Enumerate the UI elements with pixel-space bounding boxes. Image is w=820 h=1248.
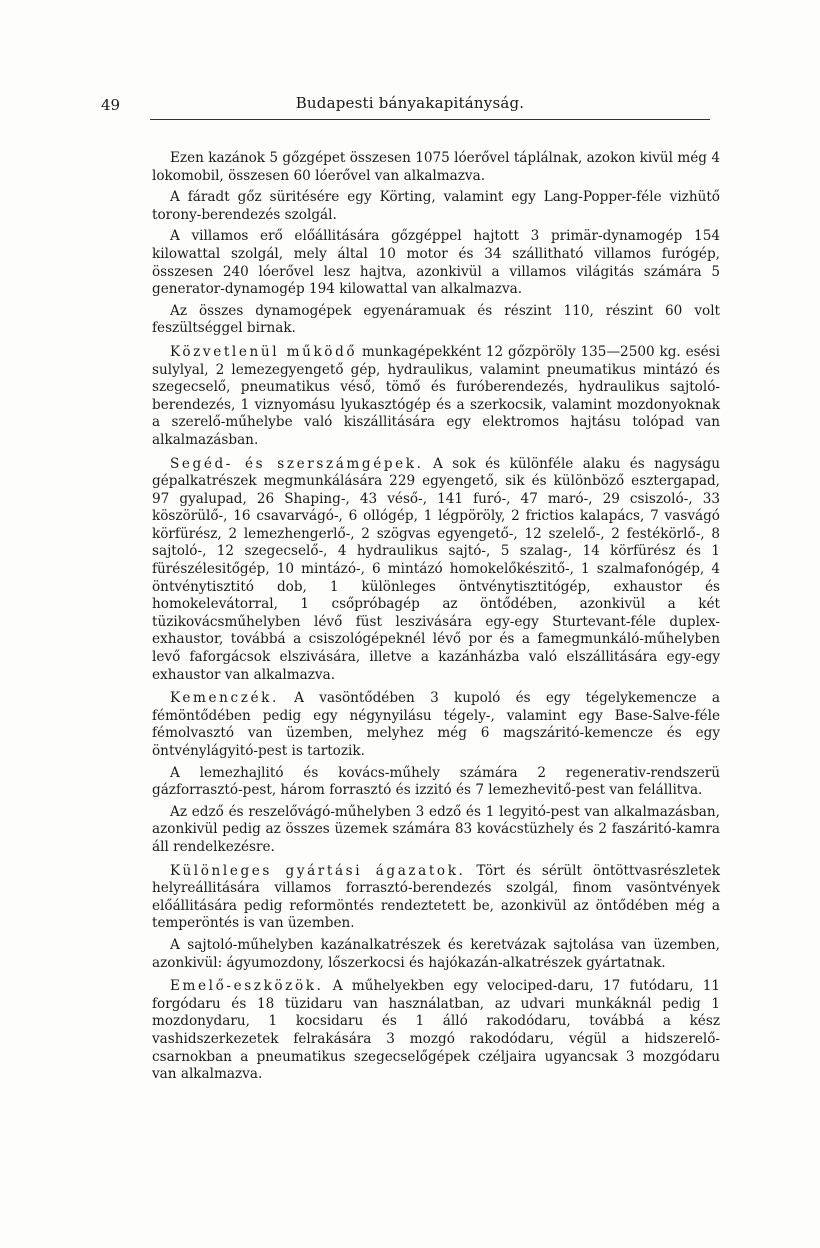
paragraph-text: A vasöntődében 3 kupoló és egy tégelykemencze a fémöntődében pedig egy négynyilásu tégely-, valamint egy Base-Salve-féle fémolvasztó van üzemben, melyhez még 6 magszáritó-kemencze és egy öntvénylágyitó-pest is tartozik.: [152, 690, 720, 759]
paragraph: [152, 303, 720, 338]
paragraph-text: A villamos erő előállitására gőzgéppel hajtott 3 primär-dynamogép 154 kilowattal szolgál, mely által 10 motor és 34 szállitható villamos furógép, összesen 240 lóerővel lesz hajtva, azonkivül a villamos világitás számára 5 generator-dynamogép 194 kilowattal van alkalmazva.: [152, 228, 720, 298]
paragraph-text: A fáradt gőz süritésére egy Körting, valamint egy Lang-Popper-féle vizhütő torony-berendezés szolgál.: [152, 189, 720, 223]
paragraph: [152, 344, 720, 450]
paragraph: [152, 937, 720, 972]
paragraph-text: Ezen kazánok 5 gőzgépet összesen 1075 lóerővel táplálnak, azokon kivül még 4 lokomobil, összesen 60 lóerővel van alkalmazva.: [152, 150, 720, 184]
paragraph: [152, 456, 720, 685]
paragraph-text: Tört és sérült öntöttvasrészletek helyreállitására villamos forrasztó-berendezés szolgál, finom vasöntvények előállitására pedig reformöntés rendeztetett be, azonkivül az öntődében még a temperöntés is van üzemben.: [152, 862, 720, 932]
paragraph-text: munkagépekként 12 gőzpöröly 135—2500 kg. esési sulylyal, 2 lemezegyengető gép, hydraulikus, valamint pneumatikus mintázó és szegecselő, pneumatikus véső, tömő és furóberendezés, hydraulikus sajtoló-berendezés, 1 viznyomásu lyukasztógép és a szerkocsik, valamint mozdonyoknak a szerelő-műhelybe való kiszállitására egy elektromos hajtásu tolópad van alkalmazásban.: [152, 343, 720, 448]
section-lead: Emelő-eszközök.: [170, 978, 324, 995]
paragraph: [152, 228, 720, 298]
body-text: [152, 150, 720, 1088]
section-lead: Közvetlenül működő: [170, 343, 358, 360]
section-lead: Segéd- és szerszámgépek.: [170, 455, 424, 472]
paragraph-text: Az összes dynamogépek egyenáramuak és részint 110, részint 60 volt feszültséggel birnak.: [152, 302, 720, 337]
section-lead: Kemenczék.: [170, 690, 279, 707]
running-head: Budapesti bányakapitányság.: [295, 94, 525, 112]
section-lead: Különleges gyártási ágazatok.: [170, 862, 466, 879]
paragraph: [152, 189, 720, 224]
paragraph: [152, 765, 720, 800]
paragraph: [152, 690, 720, 760]
paragraph-text: A sok és különféle alaku és nagyságu gépalkatrészek megmunkálására 229 egyengető, sik és különböző esztergapad, 97 gyalupad, 26 Shaping-, 43 véső-, 141 furó-, 47 maró-, 29 csiszoló-, 33 köszörülő-, 16 csavarvágó-, 6 ollógép, 1 légpöröly, 2 frictios kalapács, 7 vasvágó körfürész, 2 lemezhengerlő-, 2 szögvas egyengető-, 12 szelelő-, 2 festékörlő-, 8 sajtoló-, 12 szegecselő-, 4 hydraulikus sajtó-, 5 szalag-, 14 körfürész és 1 fürészélesitőgép, 10 mintázó-, 6 mintázó homokelőkészitő-, 1 szalmafonógép, 4 öntvénytisztitó dob, 1 különleges öntvénytisztitógép, exhaustor és homokelevátorral, 1 csőpróbagép az öntődében, azonkivül a két tüzikovácsműhelyben lévő füst leszivására egy-egy Sturtevant-féle duplex-exhaustor, továbbá a csiszológépeknél lévő por és a famegmunkáló-műhelyben levő faforgácsok elszivására, illetve a kazánházba való elszállitására egy-egy exhaustor van alkalmazva.: [152, 455, 721, 683]
paragraph: [152, 863, 720, 933]
paragraph: [152, 978, 720, 1084]
paragraph-text: A lemezhajlitó és kovács-műhely számára 2 regenerativ-rendszerü gázforrasztó-pest, három forrasztó és izzitó és 7 lemezhevitő-pest van felállitva.: [152, 764, 720, 799]
paragraph: [152, 150, 720, 185]
paragraph-text: Az edző és reszelővágó-műhelyben 3 edző és 1 legyitó-pest van alkalmazásban, azonkivül pedig az összes üzemek számára 83 kovácstüzhely és 2 faszáritó-kamra áll rendelkezésre.: [152, 803, 720, 855]
paragraph: [152, 804, 720, 857]
paragraph-text: A műhelyekben egy velociped-daru, 17 futódaru, 11 forgódaru és 18 tüzidaru van használatban, az udvari munkáknál pedig 1 mozdonydaru, 1 kocsidaru és 1 álló rakodódaru, továbbá a kész vashidszerkezetek felrakására 3 mozgó rakodódaru, végül a hidszerelő-csarnokban a pneumatikus szegecselőgépek czéljaira ugyancsak 3 mozgódaru van alkalmazva.: [152, 978, 720, 1083]
page-number: 49: [101, 96, 121, 114]
paragraph-text: A sajtoló-műhelyben kazánalkatrészek és keretvázak sajtolása van üzemben, azonkivül: ágyumozdony, lőszerkocsi és hajókazán-alkatrészek gyártatnak.: [152, 936, 720, 971]
header-rule: [150, 119, 710, 120]
